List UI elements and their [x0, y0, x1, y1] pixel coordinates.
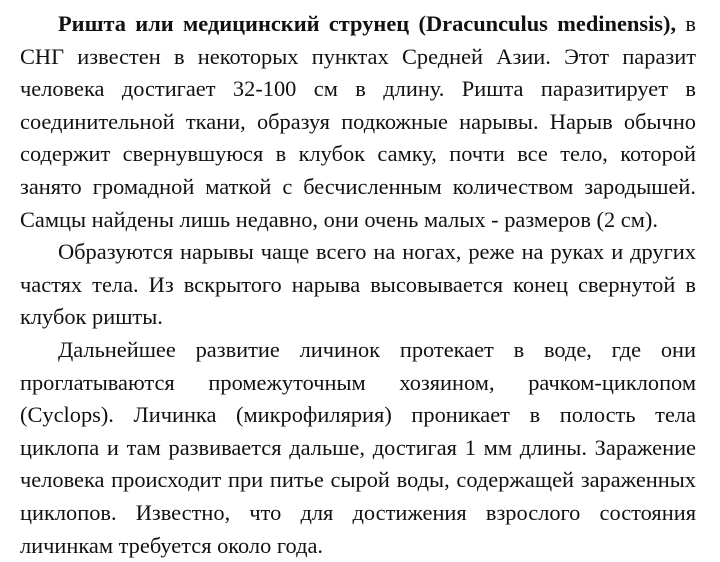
paragraph-2 [20, 236, 696, 334]
paragraph-1-lead-bold: Ришта или медицинский струнец (Dracunculus medinensis), [58, 11, 677, 36]
paragraph-3 [20, 334, 696, 562]
paragraph-3-text: Дальнейшее развитие личинок протекает в воде, где они проглатываются промежуточным хозяином, рачком-циклопом (Cyclops). Личинка (микрофилярия) проникает в полость тела циклопа и там развивается дальше, достигая 1 мм длины. Заражение человека происходит при питье сырой воды, содержащей зараженных циклопов. Известно, что для достижения взрослого состояния личинкам требуется около года. [20, 336, 696, 558]
paragraph-1 [20, 8, 696, 236]
paragraph-2-text: Образуются нарывы чаще всего на ногах, реже на руках и других частях тела. Из вскрытого нарыва высовывается конец свернутой в клубок ришты. [20, 239, 696, 330]
document-page [20, 8, 696, 562]
paragraph-1-text: в СНГ известен в некоторых пунктах Средней Азии. Этот паразит человека достигает 32-100 см в длину. Ришта паразитирует в соединительной ткани, образуя подкожные нарывы. Нарыв обычно содержит свернувшуюся в клубок самку, почти все тело, которой занято громадной маткой с бесчисленным количеством зародышей. Самцы найдены лишь недавно, они очень малых - размеров (2 см). [20, 11, 696, 232]
